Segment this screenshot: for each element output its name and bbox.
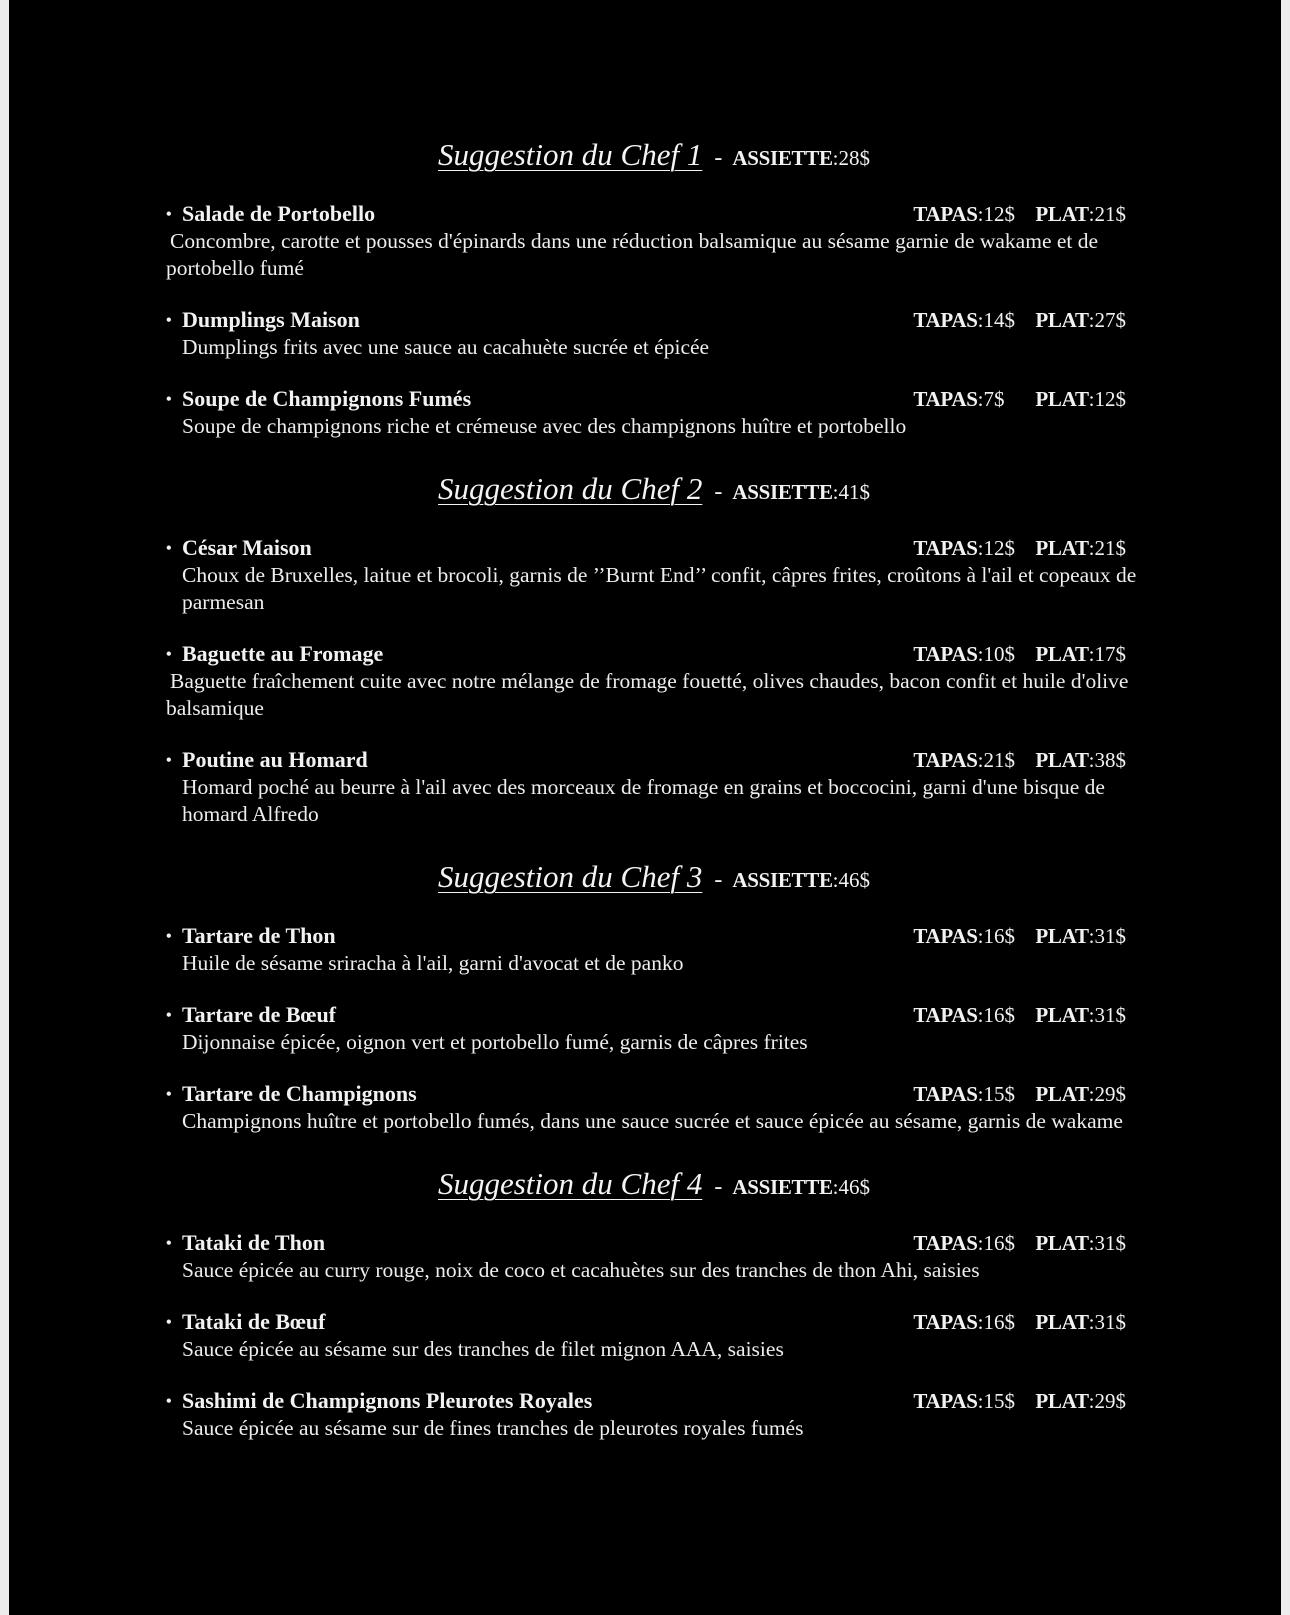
menu-section — [166, 1159, 1142, 1442]
menu-item — [166, 1080, 1142, 1135]
menu-item — [166, 306, 1142, 361]
plat-price — [1035, 748, 1126, 772]
tapas-price — [913, 1308, 1035, 1339]
plat-value: :27$ — [1088, 308, 1126, 332]
bullet-icon: • — [166, 1086, 172, 1103]
tapas-value: :16$ — [977, 924, 1015, 948]
menu-item-header — [166, 534, 1142, 562]
menu-item-description: Baguette fraîchement cuite avec notre mélange de fromage fouetté, olives chaudes, bacon confit et huile d'olive balsamique — [166, 669, 1129, 720]
section-header — [166, 1159, 1142, 1212]
menu-item — [166, 1229, 1142, 1284]
plat-price — [1035, 308, 1126, 332]
menu-section — [166, 852, 1142, 1135]
tapas-label: TAPAS — [913, 1082, 978, 1106]
menu-item-title: Tartare de Bœuf — [182, 1002, 336, 1027]
menu-item — [166, 746, 1142, 828]
bullet-icon: • — [166, 312, 172, 329]
bullet-icon: • — [166, 1393, 172, 1410]
tapas-price — [913, 746, 1035, 777]
plat-label: PLAT — [1035, 1310, 1089, 1334]
section-title: Suggestion du Chef 3 — [437, 859, 703, 894]
bullet-icon: • — [166, 646, 172, 663]
plat-price — [1035, 1082, 1126, 1106]
plat-value: :31$ — [1088, 1231, 1126, 1255]
assiette-price: :46$ — [832, 1175, 871, 1199]
tapas-value: :15$ — [977, 1389, 1015, 1413]
menu-item-prices — [913, 534, 1126, 565]
section-header — [166, 130, 1142, 183]
tapas-label: TAPAS — [913, 536, 978, 560]
tapas-value: :16$ — [977, 1310, 1015, 1334]
menu-item-prices — [913, 640, 1126, 671]
plat-price — [1035, 536, 1126, 560]
section-title: Suggestion du Chef 1 — [437, 137, 703, 172]
plat-value: :31$ — [1088, 1310, 1126, 1334]
assiette-label: ASSIETTE — [732, 868, 833, 892]
plat-price — [1035, 642, 1126, 666]
tapas-price — [913, 385, 1035, 416]
tapas-price — [913, 534, 1035, 565]
menu-item-description: Sauce épicée au sésame sur des tranches de filet mignon AAA, saisies — [182, 1337, 784, 1361]
assiette-price: :28$ — [832, 146, 871, 170]
tapas-price — [913, 306, 1035, 337]
menu-item — [166, 200, 1142, 282]
plat-value: :38$ — [1088, 748, 1126, 772]
tapas-value: :10$ — [977, 642, 1015, 666]
menu-item-description: Huile de sésame sriracha à l'ail, garni d'avocat et de panko — [182, 951, 684, 975]
assiette-label: ASSIETTE — [732, 146, 833, 170]
menu-item — [166, 1001, 1142, 1056]
menu-page — [9, 0, 1281, 1615]
tapas-value: :12$ — [977, 536, 1015, 560]
menu-item-header — [166, 1001, 1142, 1029]
tapas-label: TAPAS — [913, 1310, 978, 1334]
bullet-icon: • — [166, 1314, 172, 1331]
menu-item-description: Champignons huître et portobello fumés, dans une sauce sucrée et sauce épicée au sésame, garnis de wakame — [182, 1109, 1123, 1133]
plat-price — [1035, 387, 1126, 411]
menu-item — [166, 640, 1142, 722]
menu-item-prices — [913, 1229, 1126, 1260]
tapas-value: :7$ — [977, 387, 1005, 411]
menu-section — [166, 130, 1142, 440]
plat-price — [1035, 1003, 1126, 1027]
plat-label: PLAT — [1035, 202, 1089, 226]
tapas-value: :15$ — [977, 1082, 1015, 1106]
section-dash: - — [714, 867, 723, 893]
plat-price — [1035, 1389, 1126, 1413]
assiette-label: ASSIETTE — [732, 480, 833, 504]
bullet-icon: • — [166, 540, 172, 557]
plat-label: PLAT — [1035, 1082, 1089, 1106]
menu-item-prices — [913, 306, 1126, 337]
tapas-label: TAPAS — [913, 1389, 978, 1413]
menu-item — [166, 385, 1142, 440]
plat-label: PLAT — [1035, 387, 1089, 411]
plat-label: PLAT — [1035, 1231, 1089, 1255]
plat-value: :29$ — [1088, 1082, 1126, 1106]
menu-item-description: Concombre, carotte et pousses d'épinards dans une réduction balsamique au sésame garnie de wakame et de portobello fumé — [166, 229, 1099, 280]
tapas-price — [913, 200, 1035, 231]
menu-item-title: Salade de Portobello — [182, 201, 376, 226]
menu-item-prices — [913, 1080, 1126, 1111]
menu-item-description: Sauce épicée au curry rouge, noix de coco et cacahuètes sur des tranches de thon Ahi, saisies — [182, 1258, 980, 1282]
menu-item-header — [166, 922, 1142, 950]
menu-item-description: Soupe de champignons riche et crémeuse avec des champignons huître et portobello — [182, 414, 907, 438]
plat-price — [1035, 202, 1126, 226]
tapas-label: TAPAS — [913, 748, 978, 772]
menu-item-header — [166, 1080, 1142, 1108]
menu-item-header — [166, 1229, 1142, 1257]
plat-value: :12$ — [1088, 387, 1126, 411]
tapas-value: :16$ — [977, 1231, 1015, 1255]
menu-item-header — [166, 200, 1142, 228]
tapas-price — [913, 922, 1035, 953]
menu-item-prices — [913, 922, 1126, 953]
menu-item-prices — [913, 746, 1126, 777]
section-title: Suggestion du Chef 2 — [437, 471, 703, 506]
menu-item-title: Dumplings Maison — [182, 307, 360, 332]
plat-label: PLAT — [1035, 536, 1089, 560]
menu-item-header — [166, 385, 1142, 413]
menu-item-prices — [913, 1387, 1126, 1418]
menu-item — [166, 534, 1142, 616]
menu-item-title: Tartare de Champignons — [182, 1081, 417, 1106]
menu-item-prices — [913, 385, 1126, 416]
menu-item-title: Sashimi de Champignons Pleurotes Royales — [182, 1388, 593, 1413]
menu-item-description: Homard poché au beurre à l'ail avec des morceaux de fromage en grains et boccocini, garni d'une bisque de homard Alfredo — [182, 775, 1105, 826]
tapas-label: TAPAS — [913, 308, 978, 332]
section-header — [166, 852, 1142, 905]
menu-item — [166, 922, 1142, 977]
menu-item-header — [166, 306, 1142, 334]
bullet-icon: • — [166, 1007, 172, 1024]
menu-item-title: Soupe de Champignons Fumés — [182, 386, 472, 411]
menu-item-prices — [913, 1308, 1126, 1339]
tapas-value: :12$ — [977, 202, 1015, 226]
menu-item — [166, 1308, 1142, 1363]
plat-value: :31$ — [1088, 1003, 1126, 1027]
plat-label: PLAT — [1035, 642, 1089, 666]
section-header — [166, 464, 1142, 517]
tapas-label: TAPAS — [913, 924, 978, 948]
tapas-price — [913, 1001, 1035, 1032]
assiette-price: :46$ — [832, 868, 871, 892]
tapas-price — [913, 1229, 1035, 1260]
menu-item — [166, 1387, 1142, 1442]
menu-item-title: Tartare de Thon — [182, 923, 336, 948]
tapas-label: TAPAS — [913, 642, 978, 666]
bullet-icon: • — [166, 1235, 172, 1252]
menu-item-description: Dumplings frits avec une sauce au cacahuète sucrée et épicée — [182, 335, 710, 359]
tapas-label: TAPAS — [913, 1231, 978, 1255]
plat-price — [1035, 1231, 1126, 1255]
menu-item-prices — [913, 1001, 1126, 1032]
plat-label: PLAT — [1035, 308, 1089, 332]
plat-label: PLAT — [1035, 1389, 1089, 1413]
menu-item-header — [166, 1387, 1142, 1415]
tapas-price — [913, 1387, 1035, 1418]
menu-item-header — [166, 1308, 1142, 1336]
bullet-icon: • — [166, 391, 172, 408]
menu-item-description: Dijonnaise épicée, oignon vert et portobello fumé, garnis de câpres frites — [182, 1030, 808, 1054]
menu-item-description: Choux de Bruxelles, laitue et brocoli, garnis de ’’Burnt End’’ confit, câpres frites, croûtons à l'ail et copeaux de parmesan — [182, 563, 1137, 614]
section-title: Suggestion du Chef 4 — [437, 1166, 703, 1201]
menu-content — [166, 130, 1142, 1466]
section-dash: - — [714, 479, 723, 505]
menu-item-header — [166, 746, 1142, 774]
section-dash: - — [714, 145, 723, 171]
tapas-price — [913, 1080, 1035, 1111]
tapas-label: TAPAS — [913, 1003, 978, 1027]
plat-price — [1035, 1310, 1126, 1334]
bullet-icon: • — [166, 206, 172, 223]
plat-label: PLAT — [1035, 1003, 1089, 1027]
tapas-price — [913, 640, 1035, 671]
plat-value: :21$ — [1088, 202, 1126, 226]
menu-item-title: César Maison — [182, 535, 312, 560]
plat-value: :21$ — [1088, 536, 1126, 560]
bullet-icon: • — [166, 928, 172, 945]
menu-item-prices — [913, 200, 1126, 231]
menu-item-title: Baguette au Fromage — [182, 641, 384, 666]
tapas-value: :16$ — [977, 1003, 1015, 1027]
plat-price — [1035, 924, 1126, 948]
menu-item-header — [166, 640, 1142, 668]
plat-label: PLAT — [1035, 924, 1089, 948]
menu-item-description: Sauce épicée au sésame sur de fines tranches de pleurotes royales fumés — [182, 1416, 804, 1440]
plat-value: :29$ — [1088, 1389, 1126, 1413]
menu-item-title: Tataki de Bœuf — [182, 1309, 326, 1334]
bullet-icon: • — [166, 752, 172, 769]
section-dash: - — [714, 1174, 723, 1200]
plat-value: :31$ — [1088, 924, 1126, 948]
menu-section — [166, 464, 1142, 828]
plat-label: PLAT — [1035, 748, 1089, 772]
tapas-label: TAPAS — [913, 387, 978, 411]
tapas-value: :14$ — [977, 308, 1015, 332]
assiette-label: ASSIETTE — [732, 1175, 833, 1199]
tapas-label: TAPAS — [913, 202, 978, 226]
assiette-price: :41$ — [832, 480, 871, 504]
tapas-value: :21$ — [977, 748, 1015, 772]
menu-item-title: Tataki de Thon — [182, 1230, 326, 1255]
plat-value: :17$ — [1088, 642, 1126, 666]
menu-item-title: Poutine au Homard — [182, 747, 368, 772]
